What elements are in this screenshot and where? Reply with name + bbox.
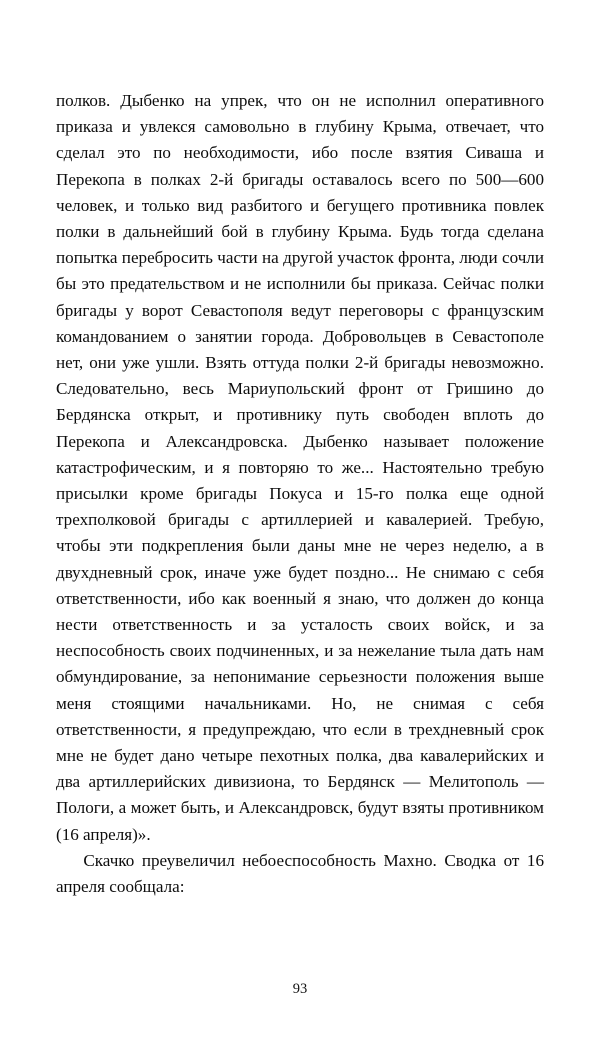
- page-body: [56, 88, 544, 900]
- paragraph-continued: полков. Дыбенко на упрек, что он не исполнил оперативного приказа и увлекся самовольно в глубину Крыма, отвечает, что сделал это по необходимости, ибо после взятия Сиваша и Перекопа в полках 2-й бригады оставалось всего по 500—600 человек, и только вид разбитого и бегущего противника повлек полки в дальнейший бой в глубину Крыма. Будь тогда сделана попытка перебросить части на другой участок фронта, люди сочли бы это предательством и не исполнили бы приказа. Сейчас полки бригады у ворот Севастополя ведут переговоры с французским командованием о занятии города. Добровольцев в Севастополе нет, они уже ушли. Взять оттуда полки 2-й бригады невозможно. Следовательно, весь Мариупольский фронт от Гришино до Бердянска открыт, и противнику путь свободен вплоть до Перекопа и Александровска. Дыбенко называет положение катастрофическим, и я повторяю то же... Настоятельно требую присылки кроме бригады Покуса и 15-го полка еще одной трехполковой бригады с артиллерией и кавалерией. Требую, чтобы эти подкрепления были даны мне не через неделю, а в двухдневный срок, иначе уже будет поздно... Не снимаю с себя ответственности, ибо как военный я знаю, что должен до конца нести ответственность и за усталость своих войск, и за неспособность своих подчиненных, и за нежелание тыла дать нам обмундирование, за непонимание серьезности положения выше меня стоящими начальниками. Но, не снимая с себя ответственности, я предупреждаю, что если в трехдневный срок мне не будет дано четыре пехотных полка, два кавалерийских и два артиллерийских дивизиона, то Бердянск — Мелитополь — Пологи, а может быть, и Александровск, будут взяты противником (16 апреля)».: [56, 91, 544, 844]
- page-number: 93: [292, 981, 308, 997]
- paragraph-skachko: Скачко преувеличил небоеспособность Махно. Сводка от 16 апреля сообщала:: [56, 850, 544, 897]
